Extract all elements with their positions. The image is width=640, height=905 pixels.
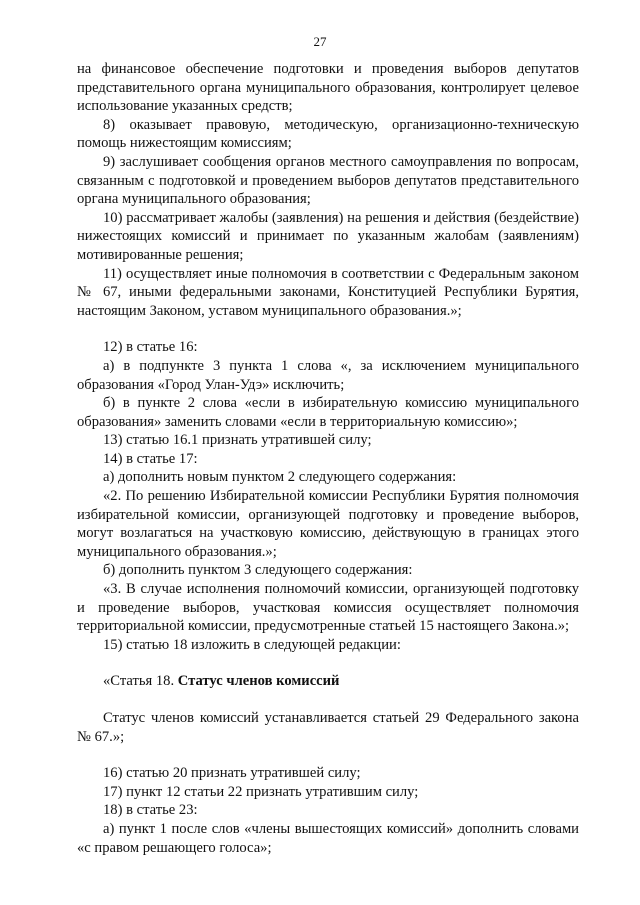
paragraph: 16) статью 20 признать утратившей силу; xyxy=(103,765,361,782)
paragraph: а) пункт 1 после слов «члены вышестоящих комиссий» дополнить словами «с правом решающего голоса»; xyxy=(77,820,579,856)
paragraph: 12) в статье 16: xyxy=(103,339,198,356)
paragraph: 15) статью 18 изложить в следующей редакции: xyxy=(103,636,401,653)
paragraph: 10) рассматривает жалобы (заявления) на решения и действия (бездействие) нижестоящих комиссий и принимает по указанным жалобам (заявлениям) мотивированные решения; xyxy=(77,209,579,263)
document-body xyxy=(77,60,579,857)
spacer xyxy=(77,691,579,709)
paragraph: 8) оказывает правовую, методическую, организационно-техническую помощь нижестоящим комиссиям; xyxy=(77,116,579,152)
paragraph: 18) в статье 23: xyxy=(103,802,198,819)
article-heading xyxy=(77,672,579,691)
page-number: 27 xyxy=(313,34,327,49)
paragraph: на финансовое обеспечение подготовки и проведения выборов депутатов представительного органа муниципального образования, контролирует целевое использование указанных средств; xyxy=(77,61,579,115)
paragraph: 11) осуществляет иные полномочия в соответствии с Федеральным законом № 67, иными федеральными законами, Конституцией Республики Бурятия, настоящим Законом, уставом муниципального образования.»; xyxy=(77,265,579,319)
paragraph: «2. По решению Избирательной комиссии Республики Бурятия полномочия избирательной комиссии, организующей подготовку и проведение выборов, могут возлагаться на участковую комиссию, действующую в границах этого муниципального образования.»; xyxy=(77,488,579,560)
article-heading-prefix: «Статья 18. xyxy=(103,673,178,690)
paragraph: Статус членов комиссий устанавливается статьей 29 Федерального закона № 67.»; xyxy=(77,710,579,745)
paragraph: «3. В случае исполнения полномочий комиссии, организующей подготовку и проведение выборов, участковая комиссия осуществляет полномочия территориальной комиссии, предусмотренные статьей 15 настоящего Закона.»; xyxy=(77,581,579,635)
paragraph: 17) пункт 12 статьи 22 признать утратившим силу; xyxy=(103,783,419,800)
paragraph: 14) в статье 17: xyxy=(103,450,198,467)
paragraph: б) дополнить пунктом 3 следующего содержания: xyxy=(103,562,413,579)
spacer xyxy=(77,654,579,672)
paragraph: а) в подпункте 3 пункта 1 слова «, за исключением муниципального образования «Город Улан-Удэ» исключить; xyxy=(77,357,579,393)
spacer xyxy=(77,320,579,338)
spacer xyxy=(77,746,579,764)
paragraph: 13) статью 16.1 признать утратившей силу; xyxy=(103,432,372,449)
paragraph: б) в пункте 2 слова «если в избирательную комиссию муниципального образования» заменить словами «если в территориальную комиссию»; xyxy=(77,395,579,430)
paragraph: 9) заслушивает сообщения органов местного самоуправления по вопросам, связанным с подготовкой и проведением выборов депутатов представительного органа муниципального образования; xyxy=(77,153,579,208)
paragraph: а) дополнить новым пунктом 2 следующего содержания: xyxy=(103,469,457,486)
article-heading-title: Статус членов комиссий xyxy=(177,673,340,690)
